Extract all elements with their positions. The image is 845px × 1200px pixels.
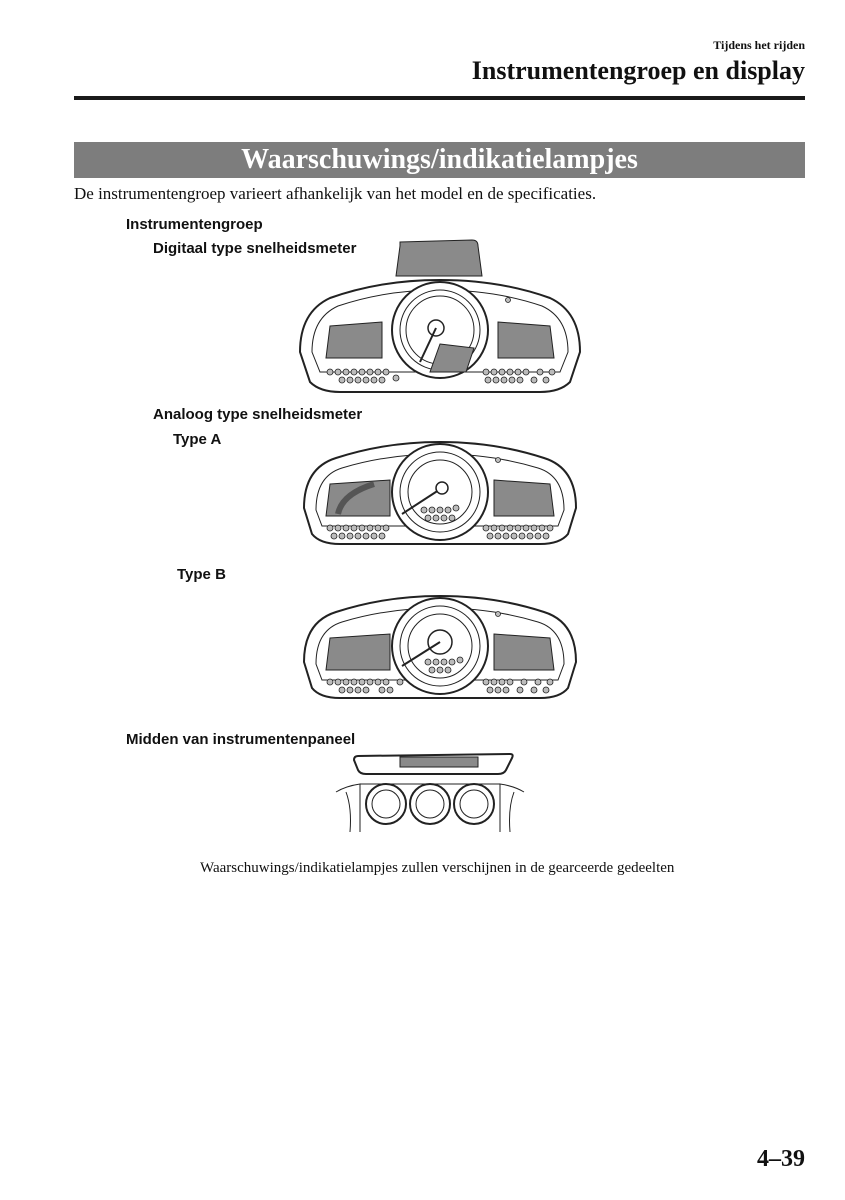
label-center: Midden van instrumentenpaneel xyxy=(126,731,356,748)
section-title: Instrumentengroep en display xyxy=(471,56,805,85)
right-display-shaded xyxy=(498,322,554,358)
left-display-shaded xyxy=(326,322,382,358)
page-number: 4–39 xyxy=(757,1146,805,1172)
analog-type-a-illustration xyxy=(290,428,590,553)
caption: Waarschuwings/indikatielampjes zullen verschijnen in de gearceerde gedeelten xyxy=(200,860,675,876)
chapter-title: Tijdens het rijden xyxy=(713,38,805,52)
label-digital: Digitaal type snelheidsmeter xyxy=(153,240,357,257)
section-banner: Waarschuwings/indikatielampjes xyxy=(74,142,805,178)
left-display-shaded xyxy=(326,634,390,670)
label-type-a: Type A xyxy=(173,431,222,448)
left-display-shaded xyxy=(326,480,390,516)
header-rule xyxy=(74,96,805,100)
intro-text: De instrumentengroep varieert afhankelijk van het model en de specificaties. xyxy=(74,184,597,203)
center-panel-illustration xyxy=(330,748,530,838)
label-type-b: Type B xyxy=(177,566,226,583)
digital-cluster-illustration xyxy=(290,232,590,402)
label-analog: Analoog type snelheidsmeter xyxy=(153,406,363,423)
analog-type-b-illustration xyxy=(290,582,590,707)
right-display-shaded xyxy=(494,480,554,516)
label-cluster: Instrumentengroep xyxy=(126,216,263,233)
head-up-display xyxy=(396,240,482,276)
right-display-shaded xyxy=(494,634,554,670)
center-display-shaded xyxy=(400,757,478,767)
